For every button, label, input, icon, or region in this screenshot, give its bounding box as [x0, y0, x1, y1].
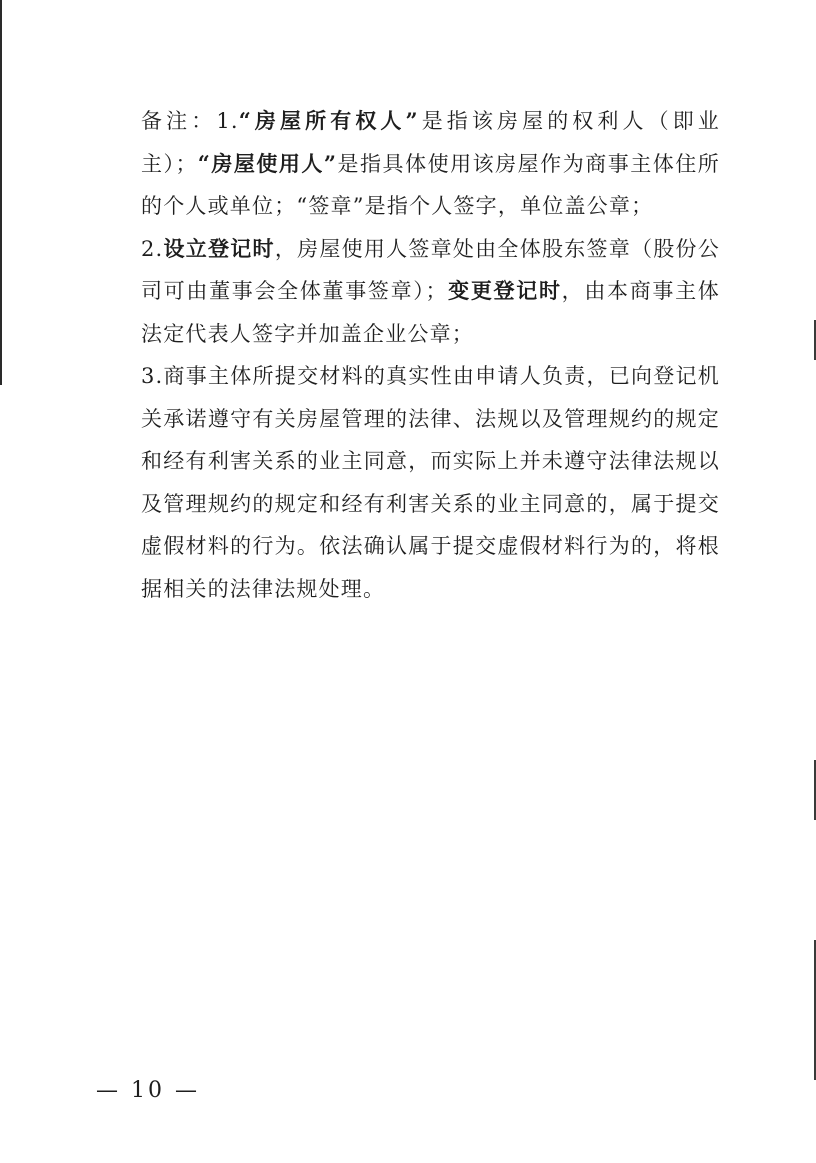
- term-house-owner: “房屋所有权人”: [238, 108, 419, 133]
- note-item-1-user-text: 是指具体使用该房屋作为商事主体住所的个人或单位；“签章”是指个人签字，单位盖公章；: [141, 151, 720, 218]
- term-house-user: “房屋使用人”: [197, 150, 338, 176]
- note-item-3-text: 商事主体所提交材料的真实性由申请人负责，已向登记机关承诺遵守有关房屋管理的法律、法规以及管理规约的规定和经有利害关系的业主同意，而实际上并未遵守法律法规以及管理规约的规定和经有利害关系的业主同意的，属于提交虚假材料的行为。依法确认属于提交虚假材料行为的，将根据相关的法律法规处理。: [141, 364, 720, 601]
- note-item-3-number: 3.: [141, 364, 164, 388]
- note-item-1-number: 1.: [216, 109, 239, 133]
- scan-edge-left: [0, 0, 2, 385]
- term-change-registration: 变更登记时: [447, 278, 562, 303]
- note-item-1: [98, 100, 720, 228]
- page-number: — 10 —: [96, 1078, 200, 1103]
- term-establish-registration: 设立登记时: [163, 235, 275, 261]
- note-item-2-number: 2.: [141, 236, 164, 261]
- note-item-2-change-text: ，由本商事主体法定代表人签字并加盖企业公章；: [141, 279, 720, 346]
- note-item-2: [98, 228, 720, 356]
- note-item-1-owner-text: 是指该房屋的权利人（即业主）；: [141, 109, 721, 176]
- note-item-2-establish-text: ，房屋使用人签章处由全体股东签章（股份公司可由董事会全体董事签章）；: [141, 236, 720, 303]
- document-body: [98, 100, 720, 610]
- note-label: 备注：: [141, 109, 217, 133]
- note-item-3: [98, 355, 720, 610]
